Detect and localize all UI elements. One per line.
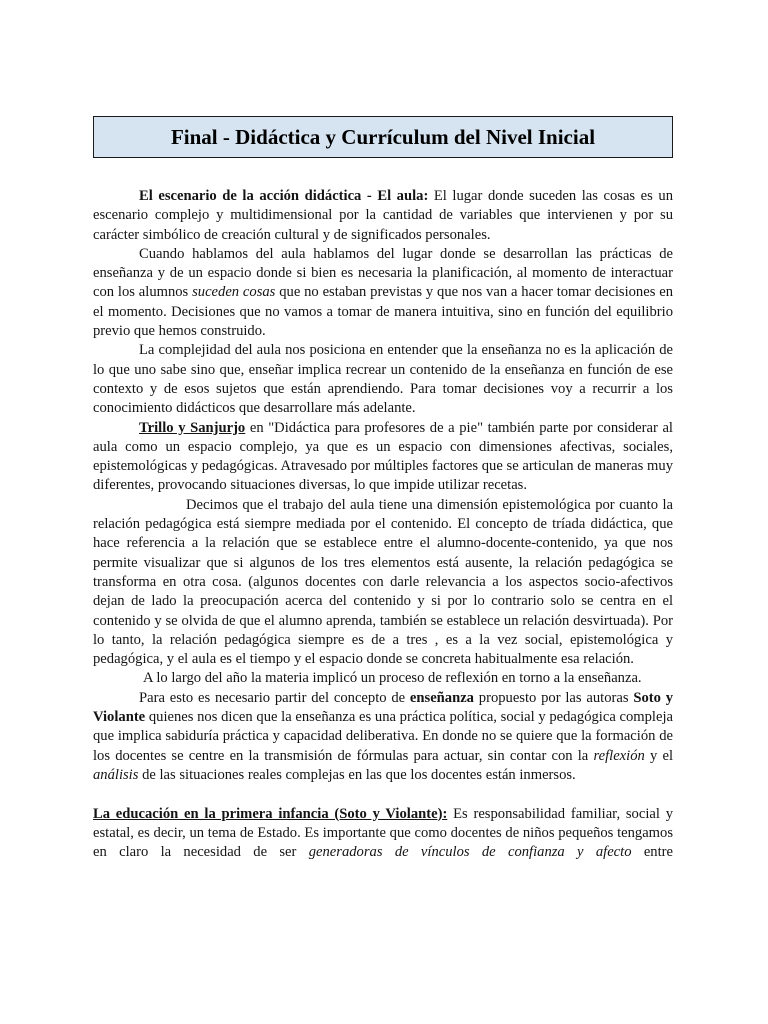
emphasis-text: análisis: [93, 766, 139, 783]
emphasis-text: generadoras de vínculos de confianza y afecto: [308, 844, 632, 861]
section-heading: La educación en la primera infancia (Soto y Violante):: [93, 805, 448, 822]
paragraph-text: de las situaciones reales complejas en las que los docentes están inmersos.: [142, 766, 576, 783]
section-heading: El escenario de la acción didáctica - El aula:: [139, 188, 429, 204]
paragraph-dimension-epistemologica: [93, 496, 673, 670]
paragraph-complejidad-aula: [93, 341, 673, 418]
title-box: [93, 116, 673, 158]
paragraph-text: propuesto por las autoras: [478, 689, 629, 706]
paragraph-text: Decimos que el trabajo del aula tiene una dimensión epistemológica por cuanto la relación pedagógica está siempre mediada por el contenido. El concepto de tríada didáctica, que hace referencia a la relación que se establece entre el alumno-docente-contenido, ya que nos permite visualizar que si algunos de los tres elementos está ausente, la relación pedagógica se transforma en otra cosa. (algunos docentes con darle relevancia a los aspectos socio-afectivos dejan de lado la preocupación acerca del contenido y si por lo contrario solo se centra en el contenido y se olvida de que el alumno aprenda, también se establece un relación desvirtuada). Por lo tanto, la relación pedagógica siempre es de a tres , es a la vez social, epistemológica y pedagógica, y el aula es el tiempo y el espacio donde se concreta habitualmente esa relación.: [93, 496, 673, 668]
paragraph-text: quienes nos dicen que la enseñanza es una práctica política, social y pedagógica compleja que implica sabiduría práctica y capacidad deliberativa. En donde no se quiere que la formación de los docentes se centre en la transmisión de fórmulas para actuar, sin contar con la: [93, 709, 673, 764]
emphasis-text: suceden cosas: [192, 284, 276, 301]
paragraph-text: Cuando hablamos del aula hablamos del lugar donde se desarrollan las prácticas de enseñanza y de un espacio donde si bien es necesaria la planificación, al momento de interactuar con los alumnos: [93, 245, 673, 301]
paragraph-text: A lo largo del año la materia implicó un proceso de reflexión en torno a la enseñanza.: [143, 670, 642, 687]
paragraph-hablamos-del-aula: [93, 245, 673, 341]
paragraph-escenario-aula: [93, 187, 673, 245]
paragraph-text: La complejidad del aula nos posiciona en entender que la enseñanza no es la aplicación de lo que uno sabe sino que, enseñar implica recrear un contenido de la enseñanza en función de ese contexto y de esos sujetos que están aprendiendo. Para tomar decisiones voy a recurrir a los conocimiento didácticos que desarrollare más adelante.: [93, 342, 673, 417]
paragraph-trillo-sanjurjo: [93, 419, 673, 496]
paragraph-concepto-ensenanza: [93, 689, 673, 785]
author-reference: Soto y Violante: [93, 689, 673, 726]
paragraph-text: Es responsabilidad familiar, social y estatal, es decir, un tema de Estado. Es importante que como docentes de niños pequeños tengamos en claro la necesidad de ser: [93, 805, 673, 861]
paragraph-text: y el: [650, 747, 674, 764]
paragraph-text: entre: [643, 844, 673, 861]
emphasis-text: reflexión: [593, 747, 645, 764]
paragraph-primera-infancia: [93, 805, 673, 863]
document-body: [93, 187, 673, 862]
paragraph-proceso-reflexion: [93, 669, 673, 688]
concept-term: enseñanza: [409, 689, 474, 706]
paragraph-text: en "Didáctica para profesores de a pie" también parte por considerar al aula como un espacio complejo, ya que es un espacio con dimensiones afectivas, sociales, epistemológicas y pedagógicas. Atravesado por múltiples factores que se articulan de maneras muy diferentes, provocando situaciones diversas, lo que impide utilizar recetas.: [93, 419, 673, 494]
paragraph-text: que no estaban previstas y que nos van a hacer tomar decisiones en el momento. Decisiones que no vamos a tomar de manera intuitiva, sino en función del equilibrio previo que hemos construido.: [93, 284, 673, 340]
paragraph-text: El lugar donde suceden las cosas es un escenario complejo y multidimensional por la cantidad de variables que intervienen y por su carácter simbólico de creación cultural y de significados personales.: [93, 188, 673, 243]
author-reference: Trillo y Sanjurjo: [139, 419, 246, 436]
document-title: Final - Didáctica y Currículum del Nivel Inicial: [170, 124, 596, 149]
paragraph-text: Para esto es necesario partir del concepto de: [139, 689, 406, 706]
